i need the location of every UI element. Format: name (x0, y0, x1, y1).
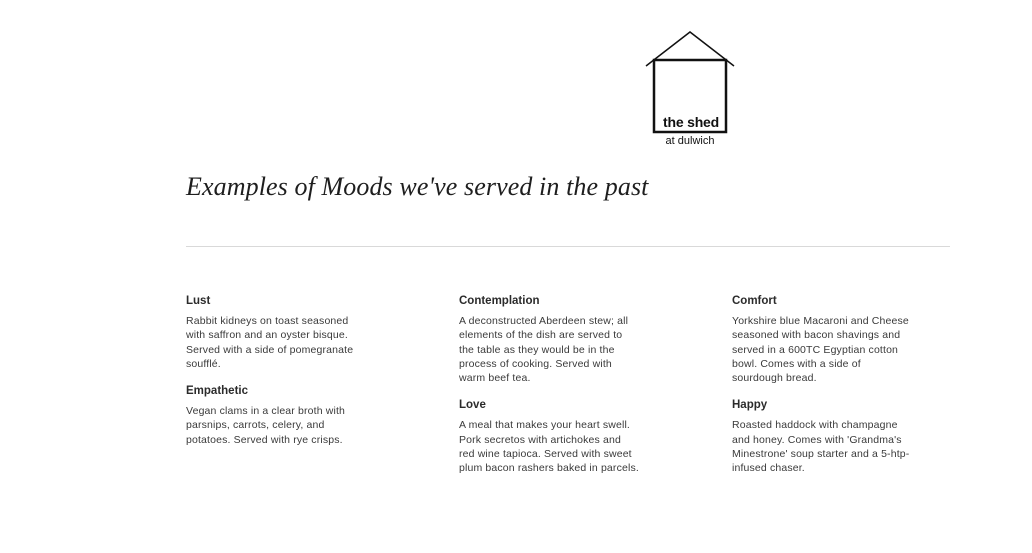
mood-description-line: sourdough bread. (732, 372, 817, 385)
mood-description-line: and honey. Comes with 'Grandma's (732, 433, 902, 446)
logo-subtitle: at dulwich (665, 135, 715, 147)
mood-description-line: seasoned with bacon shavings and (732, 329, 901, 342)
mood-description-line: with saffron and an oyster bisque. (186, 329, 348, 342)
mood-item-comfort (732, 294, 972, 385)
mood-description-line: A deconstructed Aberdeen stew; all (459, 315, 629, 327)
mood-item-empathetic (186, 384, 426, 447)
mood-description-line: Rabbit kidneys on toast seasoned (186, 315, 349, 327)
mood-description (459, 418, 699, 475)
mood-description-line: Roasted haddock with champagne (732, 419, 898, 432)
logo-name: the shed (663, 114, 719, 130)
mood-description (732, 418, 972, 475)
moods-column-2 (459, 294, 699, 489)
mood-description-line: soufflé. (186, 357, 221, 370)
mood-description-line: the table as they would be in the (459, 343, 615, 356)
mood-description-line: Yorkshire blue Macaroni and Cheese (732, 315, 909, 327)
mood-description-line: A meal that makes your heart swell. (459, 419, 630, 432)
mood-description-line: plum bacon rashers baked in parcels. (459, 462, 639, 475)
mood-description (732, 314, 972, 385)
mood-description-line: elements of the dish are served to (459, 329, 623, 342)
mood-name: Love (459, 399, 486, 412)
mood-name: Contemplation (459, 295, 540, 307)
mood-description-line: Pork secretos with artichokes and (459, 433, 621, 446)
page-title: Examples of Moods we've served in the past (186, 172, 649, 201)
mood-name: Empathetic (186, 385, 248, 398)
mood-description-line: red wine tapioca. Served with sweet (459, 448, 632, 461)
mood-item-love (459, 398, 699, 475)
mood-item-contemplation (459, 294, 699, 385)
mood-description-line: Minestrone' soup starter and a 5-htp- (732, 448, 910, 461)
divider (186, 246, 950, 247)
mood-name: Comfort (732, 295, 777, 307)
mood-description (186, 404, 426, 447)
mood-name: Lust (186, 295, 211, 307)
mood-item-lust (186, 294, 426, 371)
mood-description (186, 314, 426, 371)
moods-column-3 (732, 294, 972, 489)
mood-description-line: parsnips, carrots, celery, and (186, 419, 325, 432)
mood-description-line: infused chaser. (732, 462, 805, 475)
logo[interactable] (644, 30, 736, 150)
mood-description-line: potatoes. Served with rye crisps. (186, 433, 343, 446)
moods-column-1 (186, 294, 426, 460)
mood-description-line: bowl. Comes with a side of (732, 357, 861, 370)
house-outline-icon (644, 30, 736, 150)
mood-description-line: Served with a side of pomegranate (186, 343, 354, 356)
mood-description-line: served in a 600TC Egyptian cotton (732, 343, 899, 356)
mood-item-happy (732, 398, 972, 475)
mood-name: Happy (732, 399, 768, 412)
mood-description (459, 314, 699, 385)
mood-description-line: Vegan clams in a clear broth with (186, 405, 346, 418)
mood-description-line: process of cooking. Served with (459, 357, 612, 370)
mood-description-line: warm beef tea. (459, 372, 531, 385)
